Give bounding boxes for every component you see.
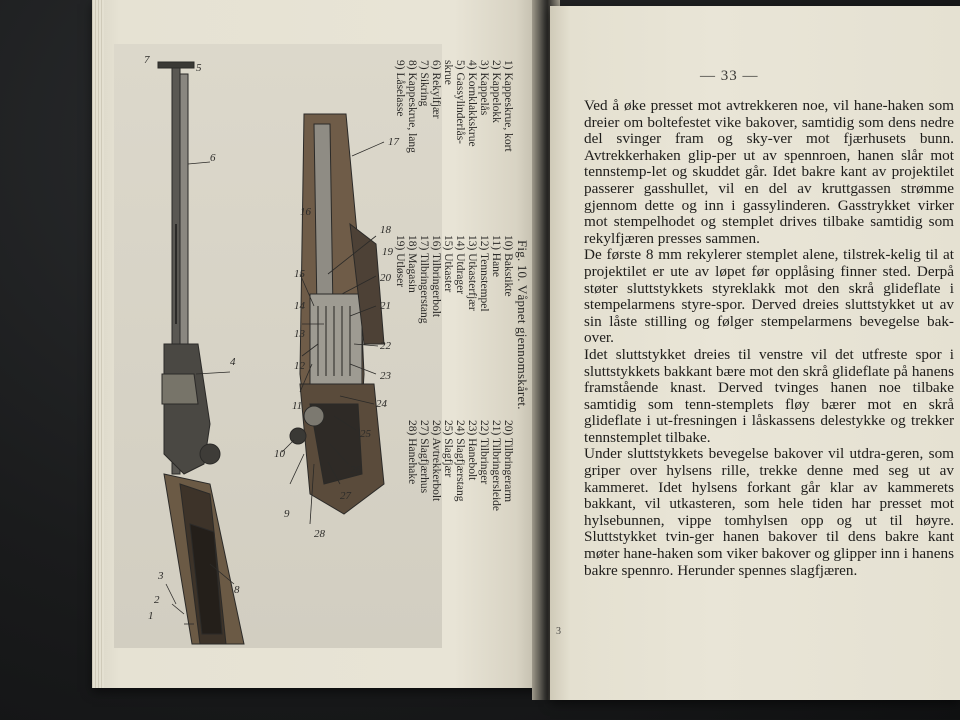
callout-25: 25 — [360, 428, 371, 440]
legend-rotated-block — [394, 60, 530, 620]
legend-item: 1) Kappeskrue, kort — [502, 60, 514, 152]
legend-item: 26) Avtrekkerbolt — [430, 420, 442, 502]
legend-item: 5) Gassylinderlås- — [454, 60, 466, 144]
legend-item: 18) Magasin — [406, 235, 418, 293]
legend-item: 2) Kappelokk — [490, 60, 502, 123]
callout-17: 17 — [388, 136, 399, 148]
legend-item: 25) Slagfjær — [442, 420, 454, 478]
paragraph: Under sluttstykkets bevegelse bakover vil utdra-geren, som griper over hylsens rille, trekke denne med seg ut av kammeret. Idet hylsens forkant går klar av kammerets bakkant, vil utkasteren, som hele tiden har presset mot hylsebunnen, vippe tomhylsen opp og ut til høyre. Sluttstykket tvin-ger hanen bakover til dens bakre kant møter hane-haken som viker bakover og glipper inn i hanens bakre spennro. Herunder spennes slagfjæren. — [584, 445, 954, 579]
callout-22: 22 — [380, 340, 391, 352]
callout-27: 27 — [340, 490, 351, 502]
legend-item: 8) Kappeskrue, lang — [406, 60, 418, 153]
action-cutaway-view — [290, 114, 384, 514]
legend-item: 22) Tilbringer — [478, 420, 490, 485]
signature-mark: 3 — [556, 626, 561, 637]
legend-item: 3) Kappelås — [478, 60, 490, 116]
callout-18: 18 — [380, 224, 391, 236]
legend-column-2 — [394, 235, 514, 324]
legend-item: 12) Tennstempel — [478, 235, 490, 312]
legend-item: 13) Utkasterfjær — [466, 235, 478, 311]
legend-item: 15) Utkaster — [442, 235, 454, 293]
legend-item: 4) Kornklakkskrue — [466, 60, 478, 147]
callout-19: 19 — [382, 246, 393, 258]
legend-item: 11) Hane — [490, 235, 502, 278]
callout-10: 10 — [274, 448, 285, 460]
legend-item: 16) Tilbringerbolt — [430, 235, 442, 318]
callout-8: 8 — [234, 584, 240, 596]
page-number: — 33 — — [700, 68, 759, 84]
legend-item: 10) Bakstikte — [502, 235, 514, 297]
legend-item: 28) Hanehake — [406, 420, 418, 485]
legend-column-3 — [406, 420, 514, 511]
figure-legend — [394, 60, 530, 620]
callout-15: 15 — [294, 268, 305, 280]
right-page — [550, 6, 960, 700]
legend-item: 9) Låselasse — [394, 60, 406, 117]
callout-26: 26 — [350, 464, 361, 476]
callout-20: 20 — [380, 272, 391, 284]
callout-1: 1 — [148, 610, 154, 622]
legend-item: 27) Slagfjærhus — [418, 420, 430, 494]
callout-13: 13 — [294, 328, 305, 340]
full-rifle-view — [158, 62, 244, 644]
legend-item: 24) Slagfjærstang — [454, 420, 466, 502]
rifle-cutaway-drawing — [114, 44, 442, 648]
callout-6: 6 — [210, 152, 216, 164]
callout-9: 9 — [284, 508, 290, 520]
legend-item: 20) Tilbringerarm — [502, 420, 514, 503]
paragraph: De første 8 mm rekylerer stemplet alene, tilstrek-kelig til at projektilet er ute av løpet før opplåsing finner sted. Derpå støter sluttstykkets styreklakk mot den skrå glideflate i stempelarmens styre-spor. Derved dreies sluttstykket ut av sin låste stilling og følger stempelarmens bevegelse bak-over. — [584, 246, 954, 347]
body-text — [584, 98, 954, 579]
callout-23: 23 — [380, 370, 391, 382]
callout-3: 3 — [158, 570, 164, 582]
legend-column-1 — [394, 60, 514, 153]
paragraph: Idet sluttstykket dreies til venstre vil det utfreste spor i sluttstykkets bakkant bære mot den skrå glideflate på hanens framstående knast. Derved tvinges hanen noe tilbake samtidig som tenn-stemplets fløy bærer mot en skrå glideflate i ut-fresningen i låskassens delestykke og trekker tennstemplet tilbake. — [584, 345, 954, 446]
legend-item: skrue — [442, 60, 454, 85]
paragraph: Ved å øke presset mot avtrekkeren noe, vil hane-haken som dreier om boltefestet vike bakover, samtidig som dens nedre del svinger fram og sky-ver mot fjærhusets bunn. Avtrekkerhaken glip-per ut av spennroen, hanen slår mot tennstemp-let og skuddet går. Idet bakre kant av projektilet passerer gasshullet, vil en del av kruttgassen strømme gjennom dette og inn i gassylinderen. Gasstrykket virker mot stempelhodet og stemplet drives tilbake samtidig som rekylfjæren presses sammen. — [584, 97, 954, 247]
callout-14: 14 — [294, 300, 305, 312]
legend-item: 19) Utløser — [394, 235, 406, 288]
rifle-cutaway-figure — [114, 44, 442, 648]
legend-item: 23) Hanebolt — [466, 420, 478, 481]
open-book — [92, 0, 960, 700]
left-page — [92, 0, 544, 688]
legend-item: 6) Rekylfjær — [430, 60, 442, 119]
callout-12: 12 — [294, 360, 305, 372]
legend-item: 17) Tilbringerstang — [418, 235, 430, 324]
page-edges — [92, 0, 104, 688]
legend-item: 21) Tilbringersleide — [490, 420, 502, 512]
callout-16: 16 — [300, 206, 311, 218]
callout-7: 7 — [144, 54, 150, 66]
callout-21: 21 — [380, 300, 391, 312]
callout-5: 5 — [196, 62, 202, 74]
callout-4: 4 — [230, 356, 236, 368]
callout-11: 11 — [292, 400, 303, 412]
legend-item: 7) Sikring — [418, 60, 430, 107]
callout-2: 2 — [154, 594, 160, 606]
figure-caption: Fig. 10. Våpnet gjennomskåret. — [515, 240, 530, 410]
callout-24: 24 — [376, 398, 387, 410]
callout-28: 28 — [314, 528, 325, 540]
legend-item: 14) Utdrager — [454, 235, 466, 295]
